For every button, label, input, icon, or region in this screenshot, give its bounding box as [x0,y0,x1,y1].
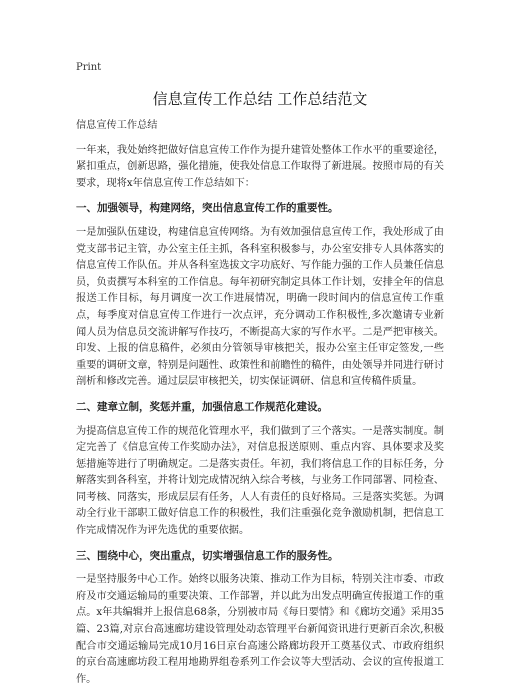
print-link[interactable]: Print [76,62,102,73]
section-body-1: 一是加强队伍建设，构建信息宣传网络。为有效加强信息宣传工作，我处形成了由党支部书记主管，办公室主任主抓，各科室积极参与，办公室安排专人具体落实的信息宣传工作队伍。并从各科室选拔文字功底好、写作能力强的工作人员兼任信息员，负责撰写本科室的工作信息。每年初研究制定具体工作计划，安排全年的信息报送工作目标，每月调度一次工作进展情况，明确一段时间内的信息宣传工作重点，每季度对信息宣传工作进行一次点评，充分调动工作积极性,多次邀请专业新闻人员为信息员交流讲解写作技巧，不断提高大家的写作水平。二是严把审核关。印发、上报的信息稿件，必须由分管领导审核把关，报办公室主任审定签发,一些重要的调研文章，特别是问题性、政策性和前瞻性的稿件，由处领导并同进行研讨剖析和修改完善。通过层层审核把关，切实保证调研、信息和宣传稿件质量。 [76,226,444,388]
section-heading-2: 二、建章立制，奖惩并重，加强信息工作规范化建设。 [76,400,328,413]
section-heading-1: 一、加强领导，构建网络，突出信息宣传工作的重要性。 [76,202,339,215]
article-body [76,118,444,696]
intro-paragraph: 一年来，我处始终把做好信息宣传工作作为提升建管处整体工作水平的重要途径，紧扣重点，创新思路，强化措施，使我处信息工作取得了新进展。按照市局的有关要求，现将x年信息宣传工作总结如下： [76,144,444,189]
article-subtitle: 信息宣传工作总结 [76,120,158,131]
page-title: 信息宣传工作总结 工作总结范文 [152,90,368,108]
section-heading-3: 三、围绕中心，突出重点，切实增强信息工作的服务性。 [76,549,339,562]
section-body-2: 为提高信息宣传工作的规范化管理水平，我们做到了三个落实。一是落实制度。制定完善了《信息宣传工作奖励办法》，对信息报送原则、重点内容、具体要求及奖惩措施等进行了明确规定。二是落实责任。年初，我们将信息工作的目标任务，分解落实到各科室，并将计划完成情况纳入综合考核，与业务工作同部署、同检查、同考核、同落实，形成层层有任务，人人有责任的良好格局。三是落实奖惩。为调动全行业干部职工做好信息工作的积极性，我们注重强化竞争激励机制，把信息工作完成情况作为评先选优的重要依据。 [76,425,444,537]
section-body-3: 一是坚持服务中心工作。始终以服务决策、推动工作为目标，特别关注市委、市政府及市交通运输局的重要决策、工作部署，并以此为出发点明确宣传报道工作的重点。x年共编辑并上报信息68条，分别被市局《每日要情》和《廊坊交通》采用35篇、23篇,对京台高速廊坊建设管理处动态管理平台新闻资讯进行更新百余次,积极配合市交通运输局完成10月16日京台高速公路廊坊段开工奠基仪式、市政府组织的京台高速廊坊段工程用地勘界组卷系列工作会议等大型活动、会议的宣传报道工作。 [76,574,444,685]
